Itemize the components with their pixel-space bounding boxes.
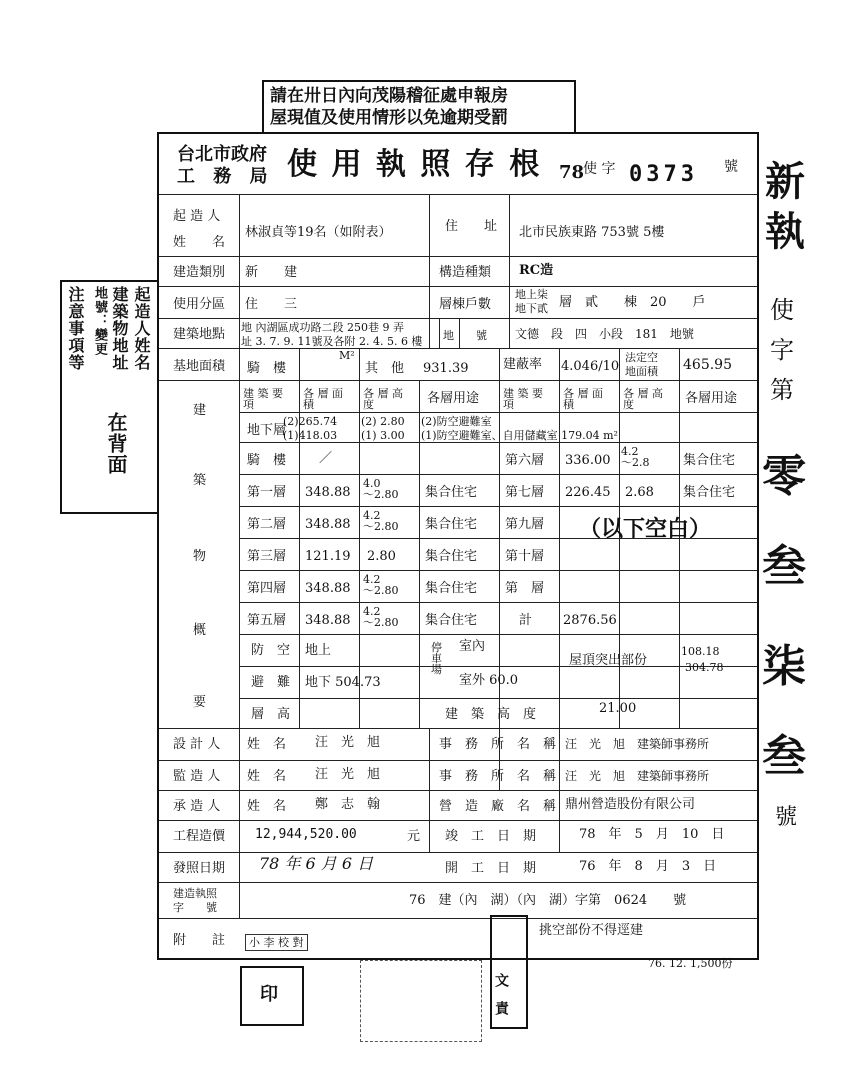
- designer-office-label: 事 務 所 名 稱: [439, 737, 557, 752]
- roof-value-1: 108.18: [681, 645, 720, 658]
- blank-note: （以下空白）: [579, 516, 712, 542]
- area-other-value: 931.39: [423, 361, 469, 376]
- shelter-label: 避 難: [251, 675, 291, 690]
- side-note-col4: 注意事項等: [66, 286, 85, 371]
- address-value: 北市民族東路 753號 5樓: [519, 225, 665, 240]
- side-note-col2: 建築物地址: [110, 286, 129, 371]
- parking-in: 室內: [459, 639, 486, 654]
- right-row-1-use: 集合住宅: [683, 485, 736, 500]
- builder-label-1: 起 造 人: [173, 209, 221, 224]
- remarks-label: 附 註: [173, 933, 226, 948]
- firm-label: 營 造 廠 名 稱: [439, 799, 557, 814]
- contractor-name-label: 姓 名: [247, 799, 287, 814]
- site-label: 建築地點: [173, 327, 226, 342]
- zone-value: 住 三: [245, 297, 298, 312]
- building-height-label: 建 築 高 度: [445, 707, 537, 722]
- layer-height-label: 層 高: [251, 707, 291, 722]
- firm-value: 鼎州營造股份有限公司: [565, 797, 696, 812]
- legal-label-2: 地面積: [625, 365, 658, 378]
- seal-stamp-1: [240, 966, 304, 1026]
- proofread-stamp: 小 李 校 對: [245, 934, 308, 951]
- supervisor-label: 監 造 人: [173, 769, 221, 784]
- col-area-left: 各 層 面 積: [303, 387, 343, 411]
- right-row-0-label: 第六層: [505, 453, 545, 468]
- left-row-3-area: 121.19: [305, 549, 351, 564]
- designer-office: 汪 光 旭 建築師事務所: [565, 737, 710, 751]
- left-row-0-area: ／: [319, 451, 333, 466]
- org-line-2: 工 務 局: [177, 166, 274, 187]
- form-title: 使 用 執 照 存 根: [287, 147, 542, 182]
- supervisor-office-label: 事 務 所 名 稱: [439, 769, 557, 784]
- right-row-0-area: 336.00: [565, 453, 611, 468]
- left-row-2-area: 348.88: [305, 517, 351, 532]
- remarks-value: 挑空部份不得逕建: [539, 923, 644, 938]
- floors-above: 地上柒: [515, 288, 548, 301]
- basement-height-1: (2) 2.80: [361, 415, 405, 428]
- site-line-2: 址 3. 7. 9. 11號及各附 2. 4. 5. 6 樓: [241, 335, 423, 348]
- col-area-right: 各 層 面 積: [563, 387, 603, 411]
- margin-char-1: 執: [765, 208, 805, 255]
- permit-value: 76 建（內 湖）（內 湖）字第 0624 號: [409, 893, 687, 908]
- side-note-col1: 起造人姓名: [132, 286, 151, 371]
- start-label: 開 工 日 期: [445, 861, 537, 876]
- right-row-2-label: 第九層: [505, 517, 545, 532]
- area-cell-1: 騎 樓: [247, 361, 287, 376]
- left-row-5-area: 348.88: [305, 613, 351, 628]
- notice-line-2: 屋現值及使用情形以免逾期受罰: [270, 108, 508, 128]
- parking-out: 室外 60.0: [459, 673, 519, 688]
- right-row-4-label: 第 層: [505, 581, 545, 596]
- top-notice-stamp: [262, 80, 576, 134]
- supervisor-name-label: 姓 名: [247, 769, 287, 784]
- margin-char-3: 字: [770, 336, 794, 364]
- designer-name-label: 姓 名: [247, 737, 287, 752]
- org-line-1: 台北市政府: [177, 144, 267, 165]
- side-note-box: [60, 280, 159, 514]
- left-row-2-use: 集合住宅: [425, 517, 478, 532]
- side-char-3: 概: [193, 623, 207, 638]
- legal-value: 465.95: [683, 357, 732, 373]
- shelter-below: 地下 504.73: [305, 675, 381, 690]
- right-row-0-height: 4.2 ～2.8: [621, 445, 650, 469]
- col-height-right: 各 層 高 度: [623, 387, 663, 411]
- basement-height-2: (1) 3.00: [361, 429, 405, 442]
- right-row-1-height: 2.68: [625, 485, 654, 500]
- right-row-1-area: 226.45: [565, 485, 611, 500]
- basement-label: 地下層: [247, 423, 287, 438]
- permit-number: 0373: [629, 162, 698, 187]
- left-row-1-height: 4.0 ～2.80: [363, 477, 399, 501]
- left-row-3-use: 集合住宅: [425, 549, 478, 564]
- air-raid-above: 地上: [305, 643, 332, 658]
- supervisor-name: 汪 光 旭: [315, 767, 381, 782]
- margin-char-6: 叁: [762, 541, 806, 592]
- zone-label: 使用分區: [173, 297, 226, 312]
- floors-value: 層 貳 棟 20 戶: [559, 295, 706, 310]
- margin-char-2: 使: [770, 296, 794, 324]
- right-row-1-label: 第七層: [505, 485, 545, 500]
- right-row-5-label: 計: [519, 613, 533, 628]
- side-char-0: 建: [193, 403, 207, 418]
- permit-label-2: 字 號: [173, 901, 217, 914]
- lot-label: 地 號: [443, 329, 487, 342]
- col-use-right: 各層用途: [685, 391, 738, 406]
- left-row-5-use: 集合住宅: [425, 613, 478, 628]
- permit-suffix: 號: [724, 159, 738, 175]
- print-info: 76. 12. 1,500份: [648, 957, 733, 970]
- roof-label: 屋頂突出部份: [569, 653, 648, 668]
- permit-year: 78: [559, 162, 585, 183]
- side-char-1: 築: [193, 473, 207, 488]
- contractor-name: 鄭 志 翰: [315, 797, 381, 812]
- col-use-left: 各層用途: [427, 391, 480, 406]
- right-row-5-area: 2876.56: [563, 613, 617, 628]
- seal-2-text: 文 責: [493, 973, 509, 1015]
- margin-char-5: 零: [762, 451, 806, 502]
- right-row-3-label: 第十層: [505, 549, 545, 564]
- area-unit-m2: M²: [339, 349, 355, 362]
- builder-label-2: 姓 名: [173, 235, 226, 250]
- left-row-2-label: 第二層: [247, 517, 287, 532]
- permit-form: [157, 132, 759, 960]
- basement-use-1: (2)防空避難室: [421, 415, 492, 428]
- side-note-bottom: 在背面: [104, 412, 128, 475]
- left-row-5-height: 4.2 ～2.80: [363, 605, 399, 629]
- left-row-1-area: 348.88: [305, 485, 351, 500]
- left-row-4-use: 集合住宅: [425, 581, 478, 596]
- cost-unit: 元: [407, 829, 421, 844]
- seal-1-text: 印: [260, 984, 278, 1005]
- issue-value: 78 年 6 月 6 日: [259, 854, 374, 873]
- margin-char-7: 柒: [762, 641, 806, 692]
- category-label: 建造類別: [173, 265, 226, 280]
- margin-char-8: 叁: [762, 731, 806, 782]
- basement-use-2: (1)防空避難室、自用儲藏室 179.04 m²: [421, 429, 618, 442]
- designer-label: 設 計 人: [173, 737, 221, 752]
- floors-below: 地下貳: [515, 302, 548, 315]
- supervisor-office: 汪 光 旭 建築師事務所: [565, 769, 710, 783]
- left-row-4-label: 第四層: [247, 581, 287, 596]
- structure-value: RC造: [519, 263, 554, 278]
- margin-char-9: 號: [775, 805, 798, 830]
- basement-area-1: (2)265.74: [283, 415, 338, 428]
- col-item-left: 建 築 要 項: [243, 387, 283, 411]
- left-row-5-label: 第五層: [247, 613, 287, 628]
- coverage-value: 4.046/10: [561, 359, 620, 374]
- parking-label: 停車場: [431, 641, 442, 676]
- left-row-3-label: 第三層: [247, 549, 287, 564]
- area-cell-2: 其 他: [365, 361, 405, 376]
- left-row-3-height: 2.80: [367, 549, 396, 564]
- permit-char: 使 字: [583, 161, 616, 177]
- legal-label-1: 法定空: [625, 351, 658, 364]
- completion-label: 竣 工 日 期: [445, 829, 537, 844]
- site-line-1: 地 內湖區成功路二段 250巷 9 弄: [241, 321, 404, 334]
- contractor-label: 承 造 人: [173, 799, 221, 814]
- building-height-value: 21.00: [599, 701, 637, 716]
- structure-label: 構造種類: [439, 265, 492, 280]
- designer-name: 汪 光 旭: [315, 735, 381, 750]
- area-label: 基地面積: [173, 359, 226, 374]
- cost-value: 12,944,520.00: [255, 827, 357, 842]
- left-row-1-use: 集合住宅: [425, 485, 478, 500]
- signature-area: [360, 960, 482, 1042]
- left-row-2-height: 4.2 ～2.80: [363, 509, 399, 533]
- left-row-1-label: 第一層: [247, 485, 287, 500]
- col-item-right: 建 築 要 項: [503, 387, 543, 411]
- completion-value: 78 年 5 月 10 日: [579, 827, 725, 842]
- left-row-4-area: 348.88: [305, 581, 351, 596]
- roof-value-2: 304.78: [685, 661, 724, 674]
- issue-label: 發照日期: [173, 861, 226, 876]
- category-value: 新 建: [245, 265, 298, 280]
- left-row-4-height: 4.2 ～2.80: [363, 573, 399, 597]
- side-note-col3: 地號：變更: [92, 286, 107, 356]
- coverage-label: 建蔽率: [503, 357, 543, 372]
- start-value: 76 年 8 月 3 日: [579, 859, 717, 874]
- lot-value: 文德 段 四 小段 181 地號: [515, 327, 694, 341]
- side-char-2: 物: [193, 549, 207, 564]
- air-raid-label: 防 空: [251, 643, 291, 658]
- basement-area-2: (1)418.03: [283, 429, 338, 442]
- cost-label: 工程造價: [173, 829, 226, 844]
- permit-label-1: 建造執照: [173, 887, 217, 900]
- builder-value: 林淑貞等19名（如附表）: [245, 225, 392, 240]
- margin-char-0: 新: [765, 158, 805, 205]
- notice-line-1: 請在卅日內向茂陽稽征處申報房: [270, 86, 508, 106]
- seal-stamp-2: [490, 915, 528, 1029]
- margin-char-4: 第: [770, 376, 794, 404]
- col-height-left: 各 層 高 度: [363, 387, 403, 411]
- side-char-4: 要: [193, 695, 207, 710]
- address-label: 住 址: [445, 219, 498, 234]
- right-row-0-use: 集合住宅: [683, 453, 736, 468]
- left-row-0-label: 騎 樓: [247, 453, 287, 468]
- floors-label: 層棟戶數: [439, 297, 492, 312]
